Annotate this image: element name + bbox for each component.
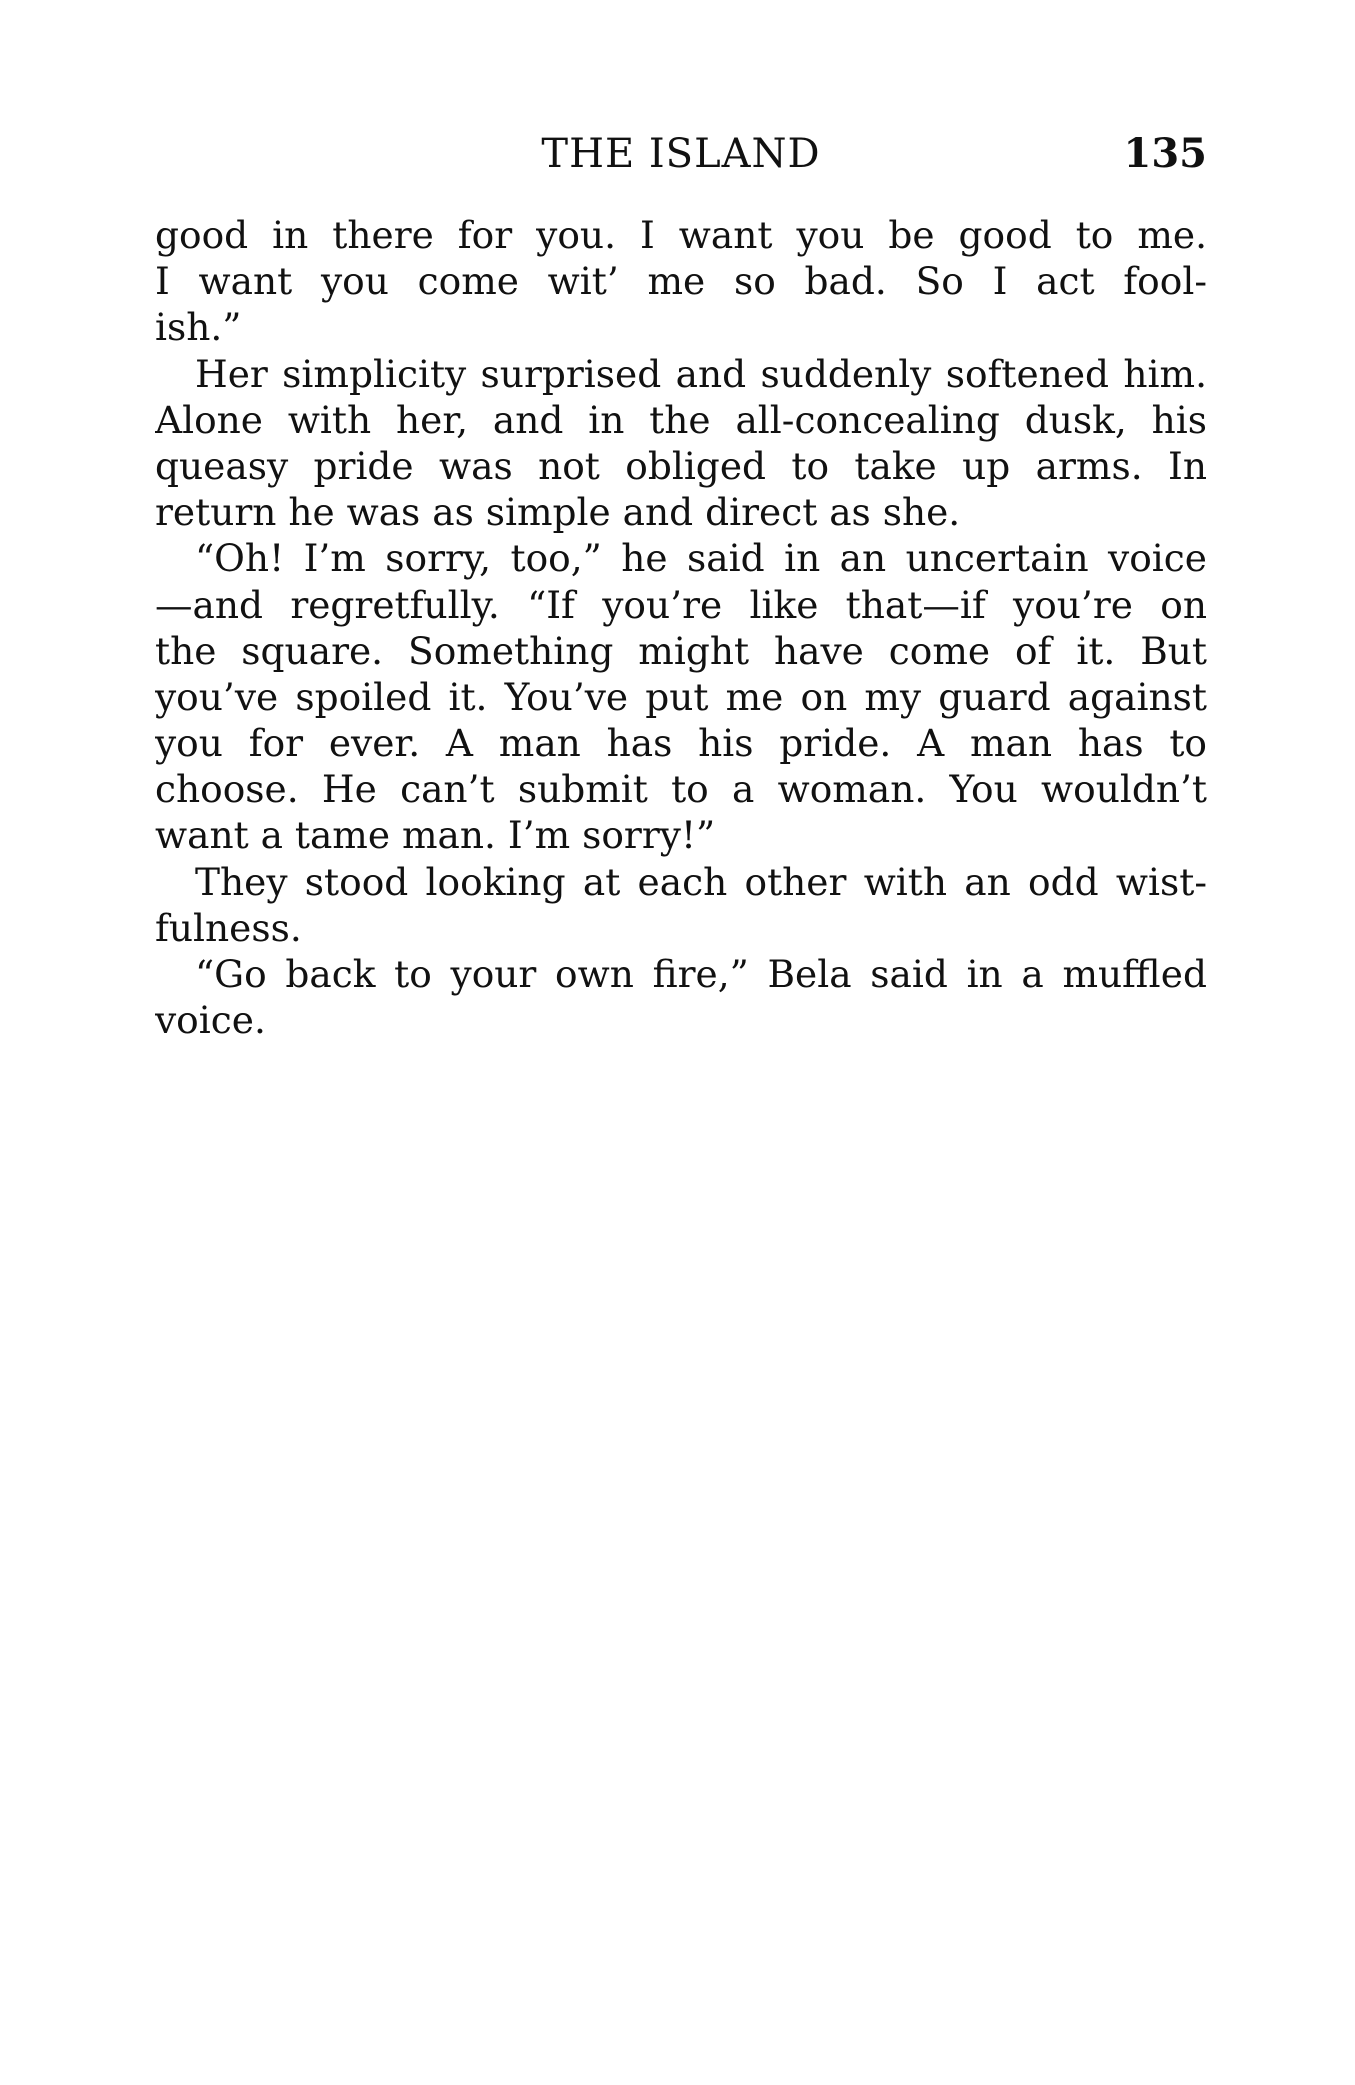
text-line: fulness.: [155, 905, 302, 950]
running-head: [155, 128, 1207, 180]
text-line: good in there for you. I want you be good to me.: [155, 213, 1207, 257]
text-line: “Oh! I’m sorry, too,” he said in an uncertain voice: [195, 536, 1207, 581]
page-number: 135: [1123, 130, 1207, 177]
text-line: return he was as simple and direct as she.: [155, 490, 961, 535]
text-line: Alone with her, and in the all-concealing dusk, his: [155, 397, 1207, 442]
text-line: want a tame man. I’m sorry!”: [155, 813, 716, 858]
text-line: you for ever. A man has his pride. A man has to: [155, 721, 1207, 766]
text-line: the square. Something might have come of it. But: [155, 628, 1207, 673]
text-line: They stood looking at each other with an odd wist-: [195, 859, 1207, 904]
text-line: —and regretfully. “If you’re like that—if you’re on: [155, 582, 1207, 627]
running-title: THE ISLAND: [541, 131, 821, 177]
text-line: ish.”: [155, 305, 242, 350]
body-text: [155, 212, 1207, 1043]
text-line: you’ve spoiled it. You’ve put me on my guard against: [155, 674, 1207, 719]
text-line: I want you come wit’ me so bad. So I act fool-: [155, 259, 1207, 304]
text-line: voice.: [155, 998, 266, 1043]
text-line: Her simplicity surprised and suddenly softened him.: [195, 351, 1207, 396]
text-line: “Go back to your own fire,” Bela said in a muffled: [195, 952, 1207, 996]
text-line: queasy pride was not obliged to take up arms. In: [155, 443, 1207, 488]
text-line: choose. He can’t submit to a woman. You wouldn’t: [155, 767, 1207, 812]
